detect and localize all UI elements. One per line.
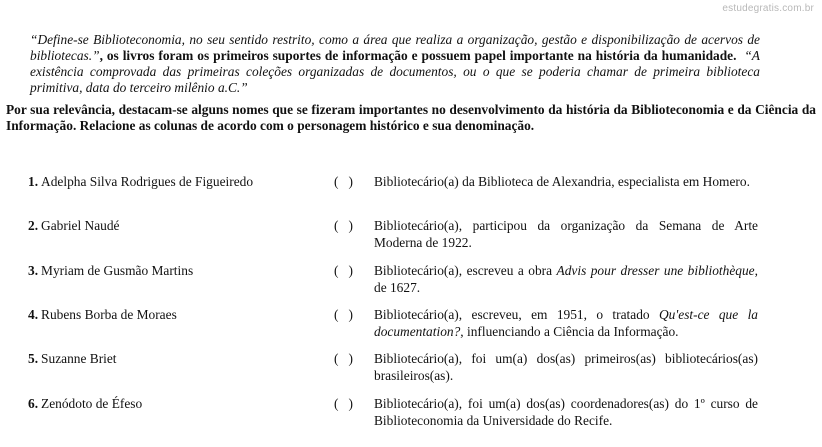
person-name <box>28 306 177 323</box>
person-name <box>28 173 253 190</box>
answer-blank[interactable]: ( ) <box>334 263 353 278</box>
person-name <box>28 262 193 279</box>
item-number: 6. <box>28 396 39 411</box>
description: Bibliotecário(a), foi um(a) dos(as) coordenadores(as) do 1º curso de Biblioteconomia da Universidade do Recife. <box>374 396 758 428</box>
description: Bibliotecário(a), participou da organização da Semana de Arte Moderna de 1922. <box>374 218 758 250</box>
person-name <box>28 350 117 367</box>
person-name <box>28 217 120 234</box>
intro-quote-2: “A existência comprovada das primeiras coleções organizadas de documentos, ou o que se poderia chamar de primeira biblioteca primitiva, data do terceiro milênio a.C.” <box>30 48 760 95</box>
intro-quote-1: “Define-se Biblioteconomia, no seu sentido restrito, como a área que realiza a organização, gestão e disponibilização de acervos de bibliotecas.” <box>30 32 760 63</box>
item-number: 5. <box>28 351 39 366</box>
person-name-text: Adelpha Silva Rodrigues de Figueiredo <box>41 174 254 189</box>
item-number: 1. <box>28 174 39 189</box>
person-name-text: Myriam de Gusmão Martins <box>41 263 194 278</box>
item-number: 3. <box>28 263 39 278</box>
answer-blank[interactable]: ( ) <box>334 396 353 411</box>
item-number: 4. <box>28 307 39 322</box>
item-number: 2. <box>28 218 39 233</box>
person-name-text: Rubens Borba de Moraes <box>41 307 177 322</box>
answer-blank[interactable]: ( ) <box>334 174 353 189</box>
answer-blank[interactable]: ( ) <box>334 218 353 233</box>
intro-bold-text: , os livros foram os primeiros suportes de informação e possuem papel importante na história da humanidade. <box>99 48 737 63</box>
intro-paragraph <box>30 32 760 96</box>
description: Bibliotecário(a), foi um(a) dos(as) primeiros(as) bibliotecários(as) brasileiros(as). <box>374 351 758 383</box>
watermark: estudegratis.com.br <box>722 3 814 14</box>
person-name <box>28 395 142 412</box>
answer-blank[interactable]: ( ) <box>334 351 353 366</box>
description: Bibliotecário(a), escreveu, em 1951, o tratado Qu'est-ce que la documentation?, influenciando a Ciência da Informação. <box>374 307 758 339</box>
answer-blank[interactable]: ( ) <box>334 307 353 322</box>
question-instruction: Por sua relevância, destacam-se alguns nomes que se fizeram importantes no desenvolvimento da história da Biblioteconomia e da Ciência da Informação. Relacione as colunas de acordo com o personagem histórico e sua denominação. <box>6 102 816 133</box>
person-name-text: Gabriel Naudé <box>41 218 120 233</box>
person-name-text: Suzanne Briet <box>41 351 117 366</box>
description: Bibliotecário(a) da Biblioteca de Alexandria, especialista em Homero. <box>374 174 750 189</box>
description: Bibliotecário(a), escreveu a obra Advis pour dresser une bibliothèque, de 1627. <box>374 263 758 295</box>
person-name-text: Zenódoto de Éfeso <box>41 396 143 411</box>
